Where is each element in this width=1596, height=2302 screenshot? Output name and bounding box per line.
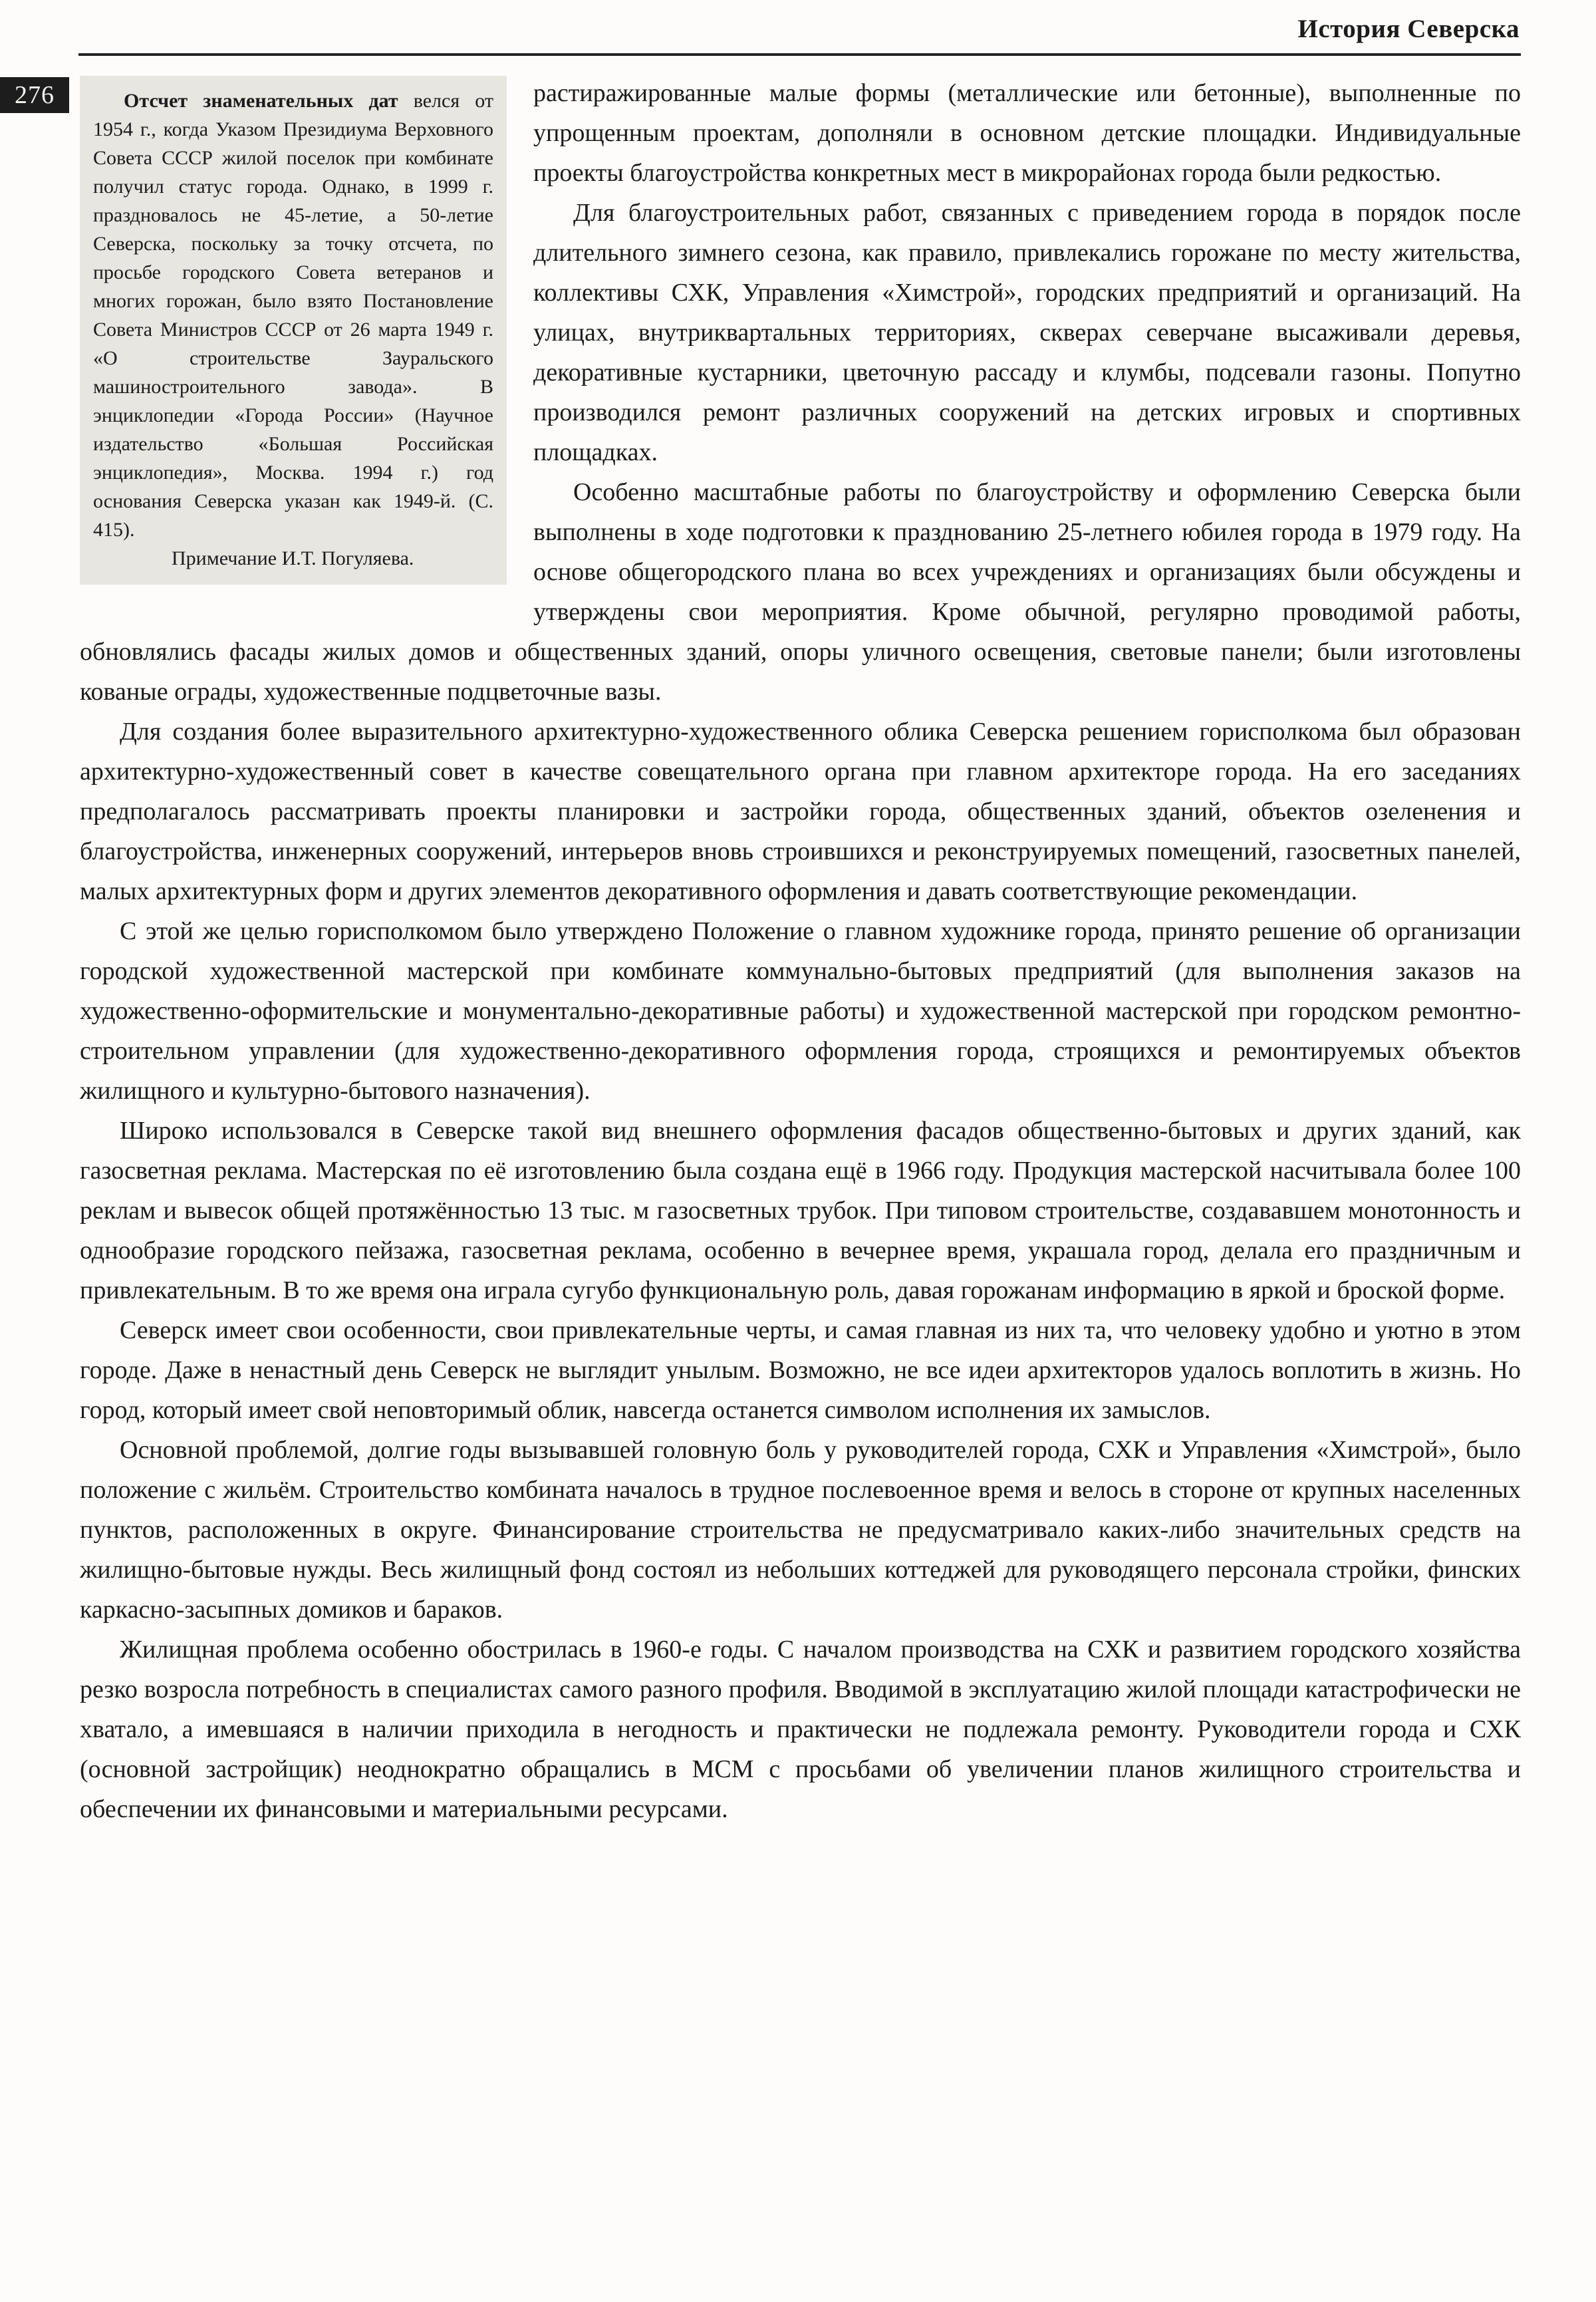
running-header: История Северска	[1297, 15, 1520, 43]
margin-note-box	[80, 76, 507, 585]
paragraph-2: Для благоустроительных работ, связанных с приведением города в порядок после длительного зимнего сезона, как правило, привлекались горожане по месту жительства, коллективы СХК, Управления «Химстрой», городских предприятий и организаций. На улицах, внутриквартальных территориях, скверах северчане высаживали деревья, декоративные кустарники, цветочную рассаду и клумбы, подсевали газоны. Попутно производился ремонт различных сооружений на детских игровых и спортивных площадках.	[533, 199, 1521, 466]
paragraph-9: Жилищная проблема особенно обострилась в 1960-е годы. С началом производства на СХК и развитием городского хозяйства резко возросла потребность в специалистах самого разного профиля. Вводимой в эксплуатацию жилой площади катастрофически не хватало, а имевшаяся в наличии приходила в негодность и практически не подлежала ремонту. Руководители города и СХК (основной застройщик) неоднократно обращались в МСМ с просьбами об увеличении планов жилищного строительства и обеспечении их финансовыми и материальными ресурсами.	[80, 1636, 1521, 1823]
paragraph-5: С этой же целью горисполкомом было утверждено Положение о главном художнике города, принято решение об организации городской художественной мастерской при комбинате коммунально-бытовых предприятий (для выполнения заказов на художественно-оформительские и монументально-декоративные работы) и художественной мастерской при городском ремонтно-строительном управлении (для художественно-декоративного оформления города, строящихся и ремонтируемых объектов жилищного и культурно-бытового назначения).	[80, 917, 1521, 1105]
page-number: 276	[15, 81, 55, 109]
header-rule	[78, 53, 1521, 56]
margin-note-text	[93, 86, 493, 544]
margin-note-signature: Примечание И.Т. Погуляева.	[172, 547, 414, 569]
page-content	[80, 73, 1521, 1829]
paragraph-3: Особенно масштабные работы по благоустройству и оформлению Северска были выполнены в ходе подготовки к празднованию 25-летнего юбилея города в 1979 году. На основе общегородского плана во всех учреждениях и организациях были обсуждены и утверждены свои мероприятия. Кроме обычной, регулярно проводимой работы, обновлялись фасады жилых домов и общественных зданий, опоры уличного освещения, световые панели; были изготовлены кованые ограды, художественные подцветочные вазы.	[80, 478, 1521, 706]
margin-note-lead: Отсчет знаменательных дат	[124, 90, 398, 112]
paragraph-8: Основной проблемой, долгие годы вызывавшей головную боль у руководителей города, СХК и Управления «Химстрой», было положение с жильём. Строительство комбината началось в трудное послевоенное время и велось в стороне от крупных населенных пунктов, расположенных в округе. Финансирование строительства не предусматривало каких-либо значительных средств на жилищно-бытовые нужды. Весь жилищный фонд состоял из небольших коттеджей для руководящего персонала стройки, финских каркасно-засыпных домиков и бараков.	[80, 1436, 1521, 1624]
margin-note-body: велся от 1954 г., когда Указом Президиума Верховного Совета СССР жилой поселок при комбинате получил статус города. Однако, в 1999 г. праздновалось не 45-летие, а 50-летие Северска, поскольку за точку отсчета, по просьбе городского Совета ветеранов и многих горожан, было взято Постановление Совета Министров СССР от 26 марта 1949 г. «О строительстве Зауральского машиностроительного завода». В энциклопедии «Города России» (Научное издательство «Большая Российская энциклопедия», Москва. 1994 г.) год основания Северска указан как 1949-й. (С. 415).	[93, 90, 493, 541]
paragraph-4: Для создания более выразительного архитектурно-художественного облика Северска решением горисполкома был образован архитектурно-художественный совет в качестве совещательного органа при главном архитекторе города. На его заседаниях предполагалось рассматривать проекты планировки и застройки города, общественных зданий, объектов озеленения и благоустройства, инженерных сооружений, интерьеров вновь строившихся и реконструируемых помещений, газосветных панелей, малых архитектурных форм и других элементов декоративного оформления и давать соответствующие рекомендации.	[80, 718, 1521, 905]
page-number-badge	[0, 77, 69, 113]
paragraph-1: растиражированные малые формы (металлические или бетонные), выполненные по упрощенным проектам, дополняли в основном детские площадки. Индивидуальные проекты благоустройства конкретных мест в микрорайонах города были редкостью.	[533, 79, 1521, 187]
paragraph-7: Северск имеет свои особенности, свои привлекательные черты, и самая главная из них та, что человеку удобно и уютно в этом городе. Даже в ненастный день Северск не выглядит унылым. Возможно, не все идеи архитекторов удалось воплотить в жизнь. Но город, который имеет свой неповторимый облик, навсегда останется символом исполнения их замыслов.	[80, 1316, 1521, 1424]
paragraph-6: Широко использовался в Северске такой вид внешнего оформления фасадов общественно-бытовых и других зданий, как газосветная реклама. Мастерская по её изготовлению была создана ещё в 1966 году. Продукция мастерской насчитывала более 100 реклам и вывесок общей протяжённостью 13 тыс. м газосветных трубок. При типовом строительстве, создававшем монотонность и однообразие городского пейзажа, газосветная реклама, особенно в вечернее время, украшала город, делала его праздничным и привлекательным. В то же время она играла сугубо функциональную роль, давая горожанам информацию в яркой и броской форме.	[80, 1117, 1521, 1304]
running-header-row	[0, 0, 1596, 45]
